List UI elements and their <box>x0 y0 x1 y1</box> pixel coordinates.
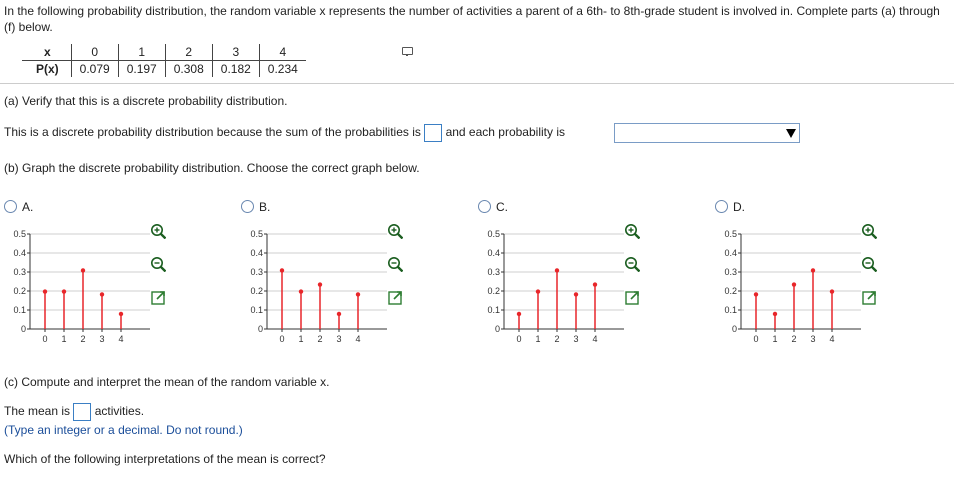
x-cell: 0 <box>71 44 118 61</box>
x-tick-label: 0 <box>516 334 522 344</box>
stem-point <box>792 282 796 286</box>
stem-point <box>773 312 777 316</box>
graph-d-svg <box>711 222 901 352</box>
input-hint: (Type an integer or a decimal. Do not round.) <box>4 423 243 437</box>
y-tick-label: 0.4 <box>724 248 737 258</box>
zoom-in-icon[interactable] <box>861 223 877 239</box>
p-header: P(x) <box>36 62 59 76</box>
x-tick-label: 4 <box>118 334 124 344</box>
y-tick-label: 0.3 <box>13 267 26 277</box>
y-tick-label: 0.1 <box>487 305 500 315</box>
radio-icon[interactable] <box>478 200 491 213</box>
stem-point <box>81 268 85 272</box>
stem-point <box>754 292 758 296</box>
expand-arrow <box>394 292 401 299</box>
stem-point <box>119 312 123 316</box>
option-label: C. <box>496 200 508 214</box>
stem-point <box>811 268 815 272</box>
dropdown-arrow-icon[interactable] <box>786 129 796 138</box>
zoom-out-icon[interactable] <box>861 256 877 272</box>
radio-icon[interactable] <box>4 200 17 213</box>
x-tick-label: 4 <box>829 334 835 344</box>
y-tick-label: 0.4 <box>250 248 263 258</box>
stem-point <box>517 312 521 316</box>
mean-input[interactable] <box>73 403 91 421</box>
mean-text-2: activities. <box>94 404 145 419</box>
y-tick-label: 0.4 <box>13 248 26 258</box>
expand-icon[interactable] <box>861 289 877 305</box>
graph-b-svg <box>237 222 427 352</box>
expand-arrow <box>631 292 638 299</box>
zoom-in-icon[interactable] <box>387 223 403 239</box>
stem-point <box>356 292 360 296</box>
x-tick-label: 2 <box>80 334 86 344</box>
y-tick-label: 0.1 <box>250 305 263 315</box>
magnifier-handle <box>398 267 403 272</box>
expand-arrow <box>157 292 164 299</box>
radio-icon[interactable] <box>715 200 728 213</box>
x-tick-label: 0 <box>753 334 759 344</box>
x-tick-label: 2 <box>317 334 323 344</box>
x-tick-label: 3 <box>573 334 579 344</box>
stem-point <box>299 289 303 293</box>
mean-text-1: The mean is <box>4 404 71 419</box>
magnifier-handle <box>872 234 877 239</box>
y-tick-label: 0 <box>257 324 263 334</box>
zoom-in-icon[interactable] <box>150 223 166 239</box>
y-tick-label: 0 <box>494 324 500 334</box>
p-cell: 0.308 <box>165 61 212 78</box>
option-a[interactable] <box>4 200 33 214</box>
y-tick-label: 0.1 <box>724 305 737 315</box>
zoom-out-icon[interactable] <box>387 256 403 272</box>
magnifier-handle <box>872 267 877 272</box>
x-tick-label: 3 <box>810 334 816 344</box>
y-tick-label: 0.3 <box>250 267 263 277</box>
x-tick-label: 4 <box>592 334 598 344</box>
magnifier-handle <box>161 267 166 272</box>
problem-intro: In the following probability distribution, the random variable x represents the number of activities a parent of a 6th- to 8th-grade student is involved in. Complete parts (a) through (f) below. <box>4 4 940 34</box>
y-tick-label: 0.4 <box>487 248 500 258</box>
part-b-heading: (b) Graph the discrete probability distribution. Choose the correct graph below. <box>4 161 420 175</box>
x-tick-label: 0 <box>279 334 285 344</box>
p-cell: 0.197 <box>118 61 165 78</box>
interpretation-question: Which of the following interpretations of the mean is correct? <box>4 452 326 466</box>
x-cell: 1 <box>118 44 165 61</box>
mean-sentence <box>4 403 144 421</box>
zoom-out-icon[interactable] <box>150 256 166 272</box>
x-cell: 4 <box>259 44 306 61</box>
y-tick-label: 0.2 <box>250 286 263 296</box>
stem-point <box>100 292 104 296</box>
option-label: B. <box>259 200 271 214</box>
option-c[interactable] <box>478 200 508 214</box>
stem-point <box>62 289 66 293</box>
part-c-heading: (c) Compute and interpret the mean of the random variable x. <box>4 375 330 389</box>
x-tick-label: 0 <box>42 334 48 344</box>
magnifier-handle <box>398 234 403 239</box>
stem-point <box>337 312 341 316</box>
zoom-out-icon[interactable] <box>624 256 640 272</box>
graph-a-svg <box>0 222 190 352</box>
y-tick-label: 0.2 <box>13 286 26 296</box>
probability-property-dropdown[interactable] <box>614 123 800 143</box>
p-cell: 0.182 <box>212 61 259 78</box>
y-tick-label: 0 <box>731 324 737 334</box>
y-tick-label: 0.5 <box>13 229 26 239</box>
expand-arrow <box>868 292 875 299</box>
probability-table <box>22 44 306 77</box>
y-tick-label: 0.5 <box>487 229 500 239</box>
stem-point <box>593 282 597 286</box>
x-tick-label: 3 <box>99 334 105 344</box>
expand-icon[interactable] <box>624 289 640 305</box>
stem-point <box>555 268 559 272</box>
sum-input[interactable] <box>424 124 442 142</box>
y-tick-label: 0.5 <box>724 229 737 239</box>
y-tick-label: 0.2 <box>724 286 737 296</box>
table-row-x <box>22 44 306 61</box>
part-a-heading: (a) Verify that this is a discrete probability distribution. <box>4 94 288 108</box>
magnifier-handle <box>635 267 640 272</box>
x-cell: 2 <box>165 44 212 61</box>
y-tick-label: 0.3 <box>724 267 737 277</box>
y-tick-label: 0.3 <box>487 267 500 277</box>
part-a-sentence <box>4 124 565 142</box>
stem-point <box>280 268 284 272</box>
stem-point <box>830 289 834 293</box>
y-tick-label: 0.5 <box>250 229 263 239</box>
y-tick-label: 0.2 <box>487 286 500 296</box>
option-b[interactable] <box>241 200 270 214</box>
x-tick-label: 1 <box>298 334 304 344</box>
x-tick-label: 1 <box>61 334 67 344</box>
x-tick-label: 1 <box>535 334 541 344</box>
zoom-in-icon[interactable] <box>624 223 640 239</box>
part-a-text-1: This is a discrete probability distribution because the sum of the probabilities is <box>4 125 421 140</box>
x-tick-label: 2 <box>791 334 797 344</box>
magnifier-handle <box>635 234 640 239</box>
part-a-text-2: and each probability is <box>445 125 565 140</box>
stem-point <box>318 282 322 286</box>
table-row-p <box>22 61 306 78</box>
option-label: A. <box>22 200 34 214</box>
y-tick-label: 0 <box>20 324 26 334</box>
option-label: D. <box>733 200 745 214</box>
stem-point <box>536 289 540 293</box>
p-cell: 0.234 <box>259 61 306 78</box>
graph-c-svg <box>474 222 664 352</box>
stem-point <box>43 289 47 293</box>
divider <box>0 83 954 84</box>
p-cell: 0.079 <box>71 61 118 78</box>
x-tick-label: 3 <box>336 334 342 344</box>
stem-point <box>574 292 578 296</box>
x-tick-label: 2 <box>554 334 560 344</box>
magnifier-handle <box>161 234 166 239</box>
x-cell: 3 <box>212 44 259 61</box>
radio-icon[interactable] <box>241 200 254 213</box>
x-tick-label: 1 <box>772 334 778 344</box>
y-tick-label: 0.1 <box>13 305 26 315</box>
expand-icon[interactable] <box>150 289 166 305</box>
x-header: x <box>22 44 71 61</box>
option-d[interactable] <box>715 200 745 214</box>
copy-table-icon[interactable] <box>402 47 413 55</box>
expand-icon[interactable] <box>387 289 403 305</box>
x-tick-label: 4 <box>355 334 361 344</box>
